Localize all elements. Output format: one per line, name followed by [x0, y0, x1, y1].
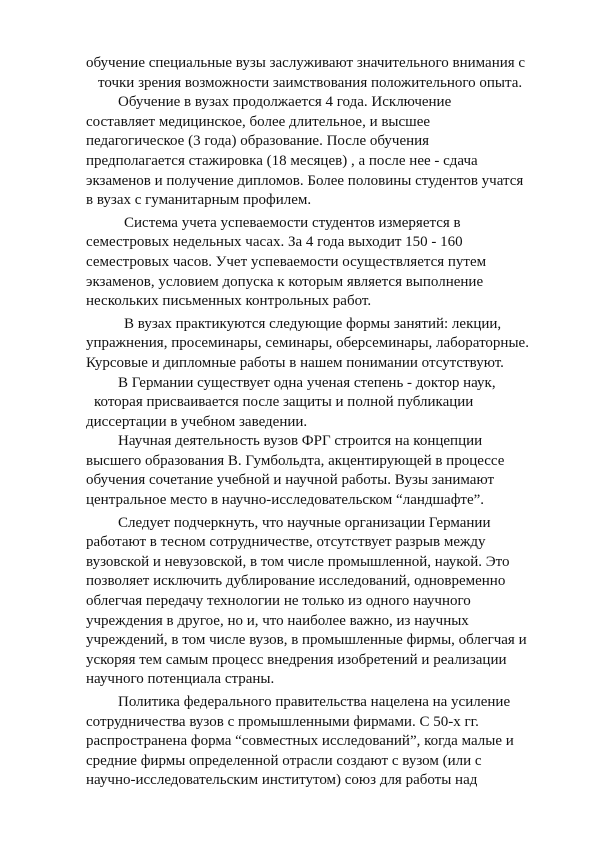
text-line: обучение специальные вузы заслуживают значительного внимания с [86, 55, 526, 71]
text-line: средние фирмы определенной отрасли создают с вузом (или с [86, 752, 482, 769]
text-line: ускоряя тем самым процесс внедрения изобретений и реализации [86, 651, 507, 668]
text-line: семестровых недельных часах. За 4 года выходит 150 - 160 [86, 234, 463, 251]
text-line: Курсовые и дипломные работы в нашем понимании отсутствуют. [86, 354, 504, 371]
text-line: распространена форма “совместных исследований”, когда малые и [86, 733, 514, 750]
paragraph-start-line: В вузах практикуются следующие формы занятий: лекции, [124, 315, 502, 332]
text-line: упражнения, просеминары, семинары, оберсеминары, лабораторные. [86, 335, 529, 352]
text-line: в вузах с гуманитарным профилем. [86, 192, 312, 209]
text-line: точки зрения возможности заимствования положительного опыта. [98, 74, 523, 91]
text-line: высшего образования В. Гумбольдта, акцентирующей в процессе [86, 452, 505, 469]
text-line: учреждений, в том числе вузов, в промышленные фирмы, облегчая и [86, 632, 527, 649]
text-line: научного потенциала страны. [86, 671, 275, 688]
text-line: которая присваивается после защиты и полной публикации [94, 394, 474, 411]
text-line: учреждения в другое, но и, что наиболее важно, из научных [86, 612, 469, 629]
text-line: экзаменов и получение дипломов. Более половины студентов учатся [86, 172, 524, 189]
text-line: предполагается стажировка (18 месяцев) , а после нее - сдача [86, 152, 478, 169]
paragraph-start-line: Научная деятельность вузов ФРГ строится на концепции [118, 433, 483, 450]
text-line: обучения сочетание учебной и научной работы. Вузы занимают [86, 472, 495, 489]
text-line: позволяет исключить дублирование исследований, одновременно [86, 573, 506, 590]
text-line: работают в тесном сотрудничестве, отсутствует разрыв между [86, 534, 486, 551]
text-line: сотрудничества вузов с промышленными фирмами. С 50-х гг. [86, 713, 479, 730]
text-line: облегчая передачу технологии не только из одного научного [86, 593, 471, 610]
paragraph-start-line: В Германии существует одна ученая степень - доктор наук, [118, 374, 496, 391]
paragraph-start-line: Политика федерального правительства нацелена на усиление [118, 694, 511, 710]
text-line: педагогическое (3 года) образование. После обучения [86, 133, 430, 150]
text-line: центральное место в научно-исследовательском “ландшафте”. [86, 492, 485, 509]
text-line: нескольких письменных контрольных работ. [86, 293, 372, 310]
text-line: экзаменов, условием допуска к которым является выполнение [86, 273, 484, 290]
body-text [86, 54, 556, 791]
text-line: составляет медицинское, более длительное, и высшее [86, 113, 431, 130]
paragraph-start-line: Следует подчеркнуть, что научные организации Германии [118, 514, 491, 531]
text-line: научно-исследовательским институтом) союз для работы над [86, 772, 478, 789]
paragraph-start-line: Система учета успеваемости студентов измеряется в [124, 214, 461, 231]
text-line: семестровых часов. Учет успеваемости осуществляется путем [86, 253, 487, 270]
text-line: диссертации в учебном заведении. [86, 413, 308, 430]
paragraph-start-line: Обучение в вузах продолжается 4 года. Исключение [118, 94, 452, 111]
text-line: вузовской и невузовской, в том числе промышленной, наукой. Это [86, 553, 510, 570]
